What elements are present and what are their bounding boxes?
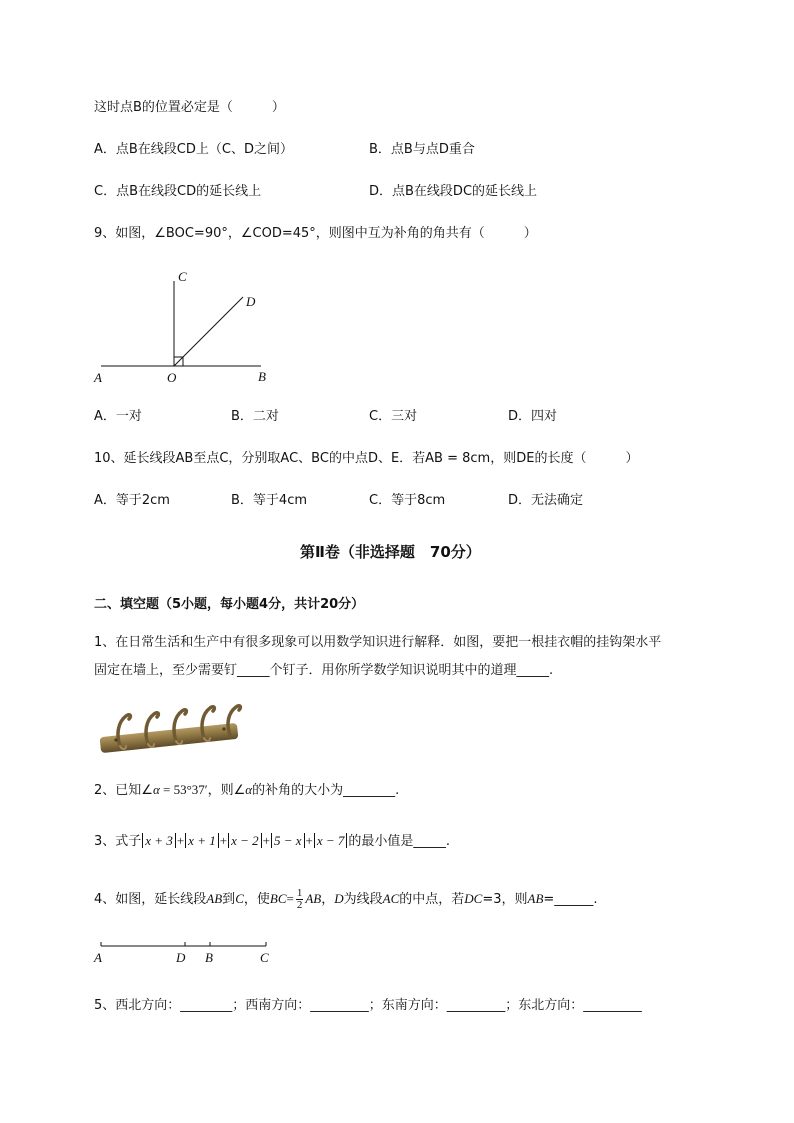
abs-term-5: x − 7 bbox=[314, 833, 348, 848]
f4-label-b: B bbox=[205, 950, 213, 965]
q8-option-c: C．点B在线段CD的延长线上 bbox=[94, 184, 262, 199]
abs-term-2: x + 1 bbox=[185, 833, 219, 848]
q9-option-b: B．二对 bbox=[231, 409, 279, 424]
q9-label-b: B bbox=[258, 369, 266, 384]
q9-label-o: O bbox=[167, 370, 177, 385]
q9-label-d: D bbox=[246, 294, 256, 309]
q8-stem: 这时点B的位置必定是（ ） bbox=[94, 100, 285, 115]
f3-question: 3、式子 x + 3 + x + 1 + x − 2 + 5 − x + x − 7 的最小值是_____. bbox=[94, 833, 451, 849]
q9-label-c: C bbox=[178, 269, 187, 284]
fraction-one-half: $\frac{1}{2}$ bbox=[296, 887, 303, 911]
abs-term-4: 5 − x bbox=[271, 833, 305, 848]
q8-option-b: B．点B与点D重合 bbox=[369, 142, 475, 157]
section2-title: 二、填空题（5小题，每小题4分，共计20分） bbox=[94, 597, 365, 612]
q8-option-d: D．点B在线段DC的延长线上 bbox=[369, 184, 538, 199]
f4-label-a: A bbox=[94, 950, 102, 965]
f4-label-d: D bbox=[176, 950, 186, 965]
q9-stem: 9、如图，∠BOC=90°，∠COD=45°，则图中互为补角的角共有（ ） bbox=[94, 226, 537, 241]
q9-option-c: C．三对 bbox=[369, 409, 418, 424]
abs-term-1: x + 3 bbox=[142, 833, 176, 848]
q10-option-b: B．等于4cm bbox=[231, 493, 308, 508]
q10-option-c: C．等于8cm bbox=[369, 493, 446, 508]
f2-question: 2、已知∠α = 53°37′，则∠α的补角的大小为________. bbox=[94, 782, 400, 798]
abs-term-3: x − 2 bbox=[228, 833, 262, 848]
part2-title: 第Ⅱ卷（非选择题 70分） bbox=[300, 543, 481, 561]
f5-question: 5、西北方向：________；西南方向：_________；东南方向：_________；东北方向：_________ bbox=[94, 998, 642, 1013]
q10-option-d: D．无法确定 bbox=[508, 493, 584, 508]
f4-label-c: C bbox=[260, 950, 269, 965]
q9-option-d: D．四对 bbox=[508, 409, 558, 424]
f1-line1: 1、在日常生活和生产中有很多现象可以用数学知识进行解释．如图，要把一根挂衣帽的挂钩架水平 bbox=[94, 635, 662, 650]
q10-stem: 10、延长线段AB至点C，分别取AC、BC的中点D、E．若AB = 8cm，则DE的长度（ ） bbox=[94, 451, 639, 466]
q8-option-a: A．点B在线段CD上（C、D之间） bbox=[94, 142, 293, 157]
f4-question: 4、如图，延长线段AB到C，使BC= $\frac{1}{2}$ AB，D为线段AC的中点，若DC=3，则AB=______. bbox=[94, 887, 598, 911]
q10-option-a: A．等于2cm bbox=[94, 493, 170, 508]
f1-line2: 固定在墙上，至少需要钉_____个钉子．用你所学数学知识说明其中的道理_____. bbox=[94, 663, 554, 678]
q9-option-a: A．一对 bbox=[94, 409, 142, 424]
q9-label-a: A bbox=[94, 370, 102, 385]
